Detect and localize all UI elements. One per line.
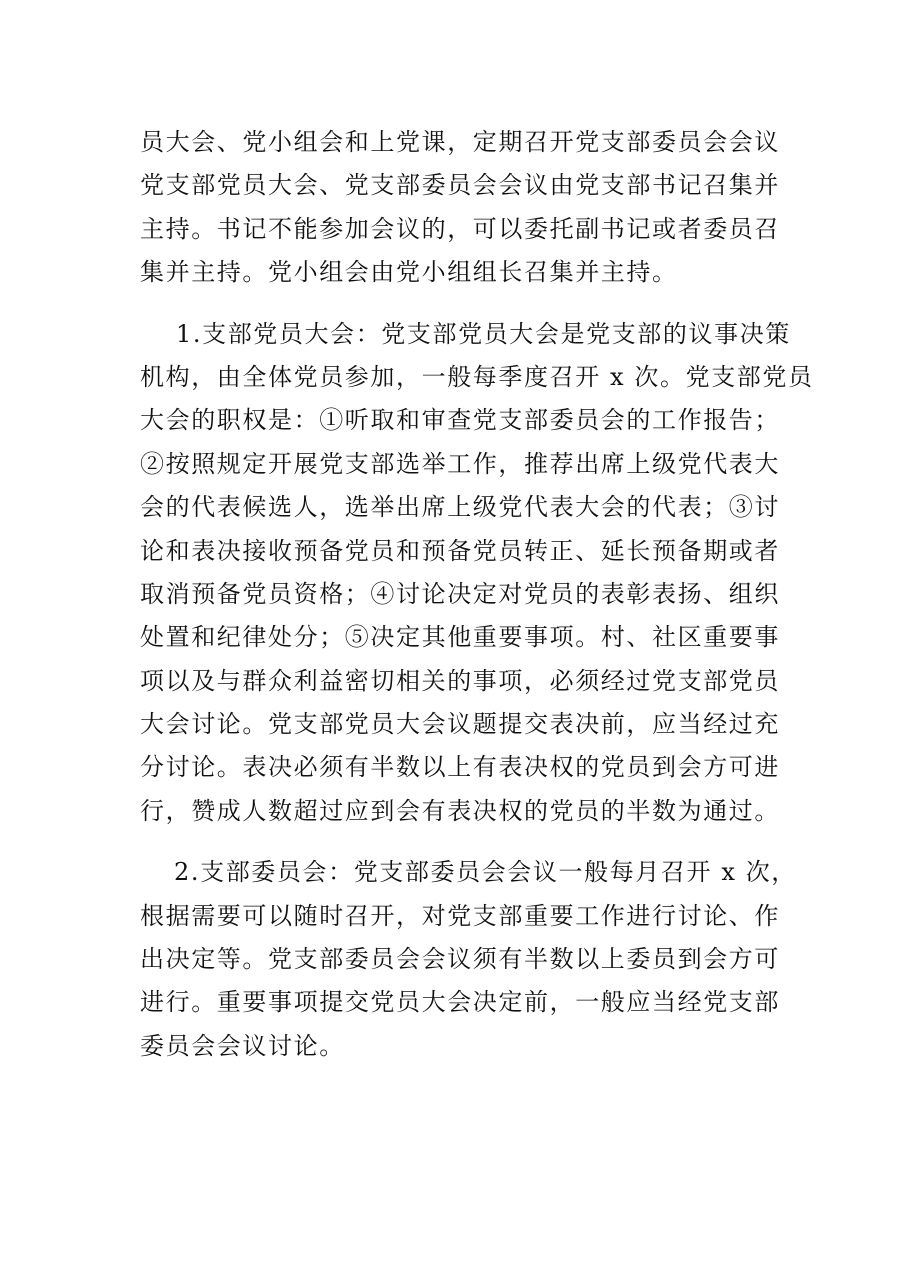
text-line: 出决定等。党支部委员会会议须有半数以上委员到会方可 [140,945,780,974]
text-line: 党支部党员大会、党支部委员会会议由党支部书记召集并 [140,171,780,200]
text-line: 员大会、党小组会和上党课，定期召开党支部委员会会议 [140,128,780,156]
text-line: 分讨论。表决必须有半数以上有表决权的党员到会方可进 [140,753,780,782]
text-line: 2.支部委员会：党支部委员会会议一般每月召开 x 次， [174,858,797,887]
text-line: ②按照规定开展党支部选举工作，推荐出席上级党代表大 [140,449,780,478]
text-line: 机构，由全体党员参加，一般每季度召开 x 次。党支部党员 [140,362,814,391]
text-line: 大会的职权是：①听取和审查党支部委员会的工作报告； [140,406,780,435]
text-line: 大会讨论。党支部党员大会议题提交表决前，应当经过充 [140,710,780,739]
text-line: 进行。重要事项提交党员大会决定前，一般应当经党支部 [140,988,780,1017]
text-line: 委员会会议讨论。 [140,1031,345,1060]
text-line: 项以及与群众利益密切相关的事项，必须经过党支部党员 [140,666,780,695]
document-body [140,121,814,1086]
paragraph-branch-committee [140,851,797,1068]
text-line: 处置和纪律处分；⑤决定其他重要事项。村、社区重要事 [140,623,780,652]
text-line: 行，赞成人数超过应到会有表决权的党员的半数为通过。 [140,796,780,825]
text-line: 论和表决接收预备党员和预备党员转正、延长预备期或者 [140,536,780,565]
text-line: 主持。书记不能参加会议的，可以委托副书记或者委员召 [140,214,780,243]
paragraph-meeting-overview [140,121,780,295]
text-line: 根据需要可以随时召开，对党支部重要工作进行讨论、作 [140,901,780,930]
text-line: 集并主持。党小组会由党小组组长召集并主持。 [140,258,678,287]
text-line: 1.支部党员大会：党支部党员大会是党支部的议事决策 [176,319,791,348]
text-line: 会的代表候选人，选举出席上级党代表大会的代表；③讨 [140,493,780,522]
paragraph-branch-general-meeting [140,313,814,834]
text-line: 取消预备党员资格；④讨论决定对党员的表彰表扬、组织 [140,579,780,608]
